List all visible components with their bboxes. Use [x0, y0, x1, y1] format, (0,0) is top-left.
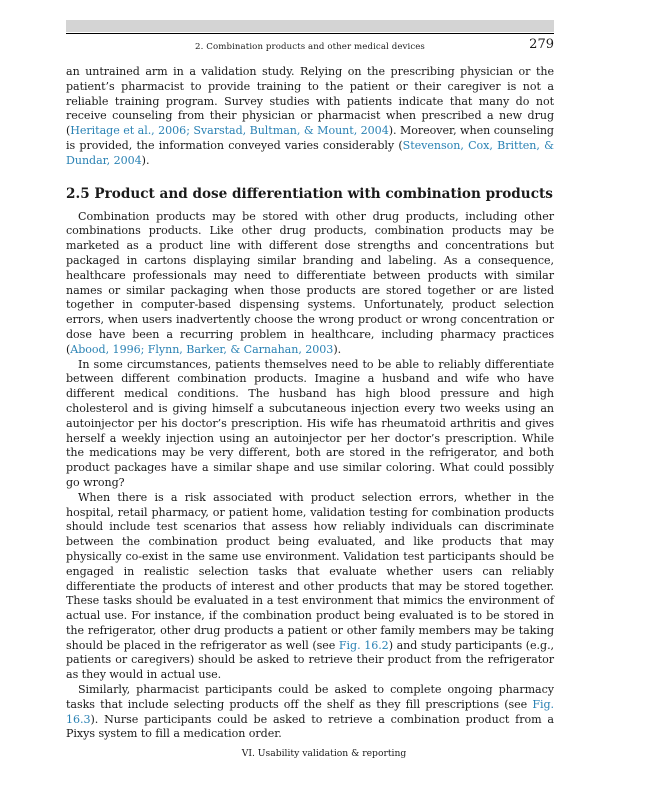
paragraph: When there is a risk associated with product selection errors, whether in the hospital, retail pharmacy, or patient home, validation testing for combination products should include test scenarios that assess how reliably individuals can discriminate between the combination product being evaluated, and like products that may physically co-exist in the same use environment. Validation test participants should be engaged in realistic selection tasks that evaluate whether users can reliably differentiate the products of interest and other products that may be stored together. These tasks should be evaluated in a test environment that mimics the environment of actual use. For instance, if the combination product being evaluated is to be stored in the refrigerator, other drug products a patient or other family members may be taking should be placed in the refrigerator as well (see Fig. 16.2) and study participants (e.g., patients or caregivers) should be asked to retrieve their product from the refrigerator as they would in actual use.: [66, 490, 555, 682]
citation-link[interactable]: Heritage et al., 2006; Svarstad, Bultman, & Mount, 2004: [70, 124, 389, 138]
paragraph: an untrained arm in a validation study. Relying on the prescribing physician or the patient’s pharmacist to provide training to the patient or their caregiver is not a reliable training program. Survey studies with patients indicate that many do not receive counseling from their physician or pharmacist when prescribed a new drug (Heritage et al., 2006; Svarstad, Bultman, & Mount, 2004). Moreover, when counseling is provided, the information conveyed varies considerably (Stevenson, Cox, Britten, & Dundar, 2004).: [66, 65, 554, 167]
paragraph: In some circumstances, patients themselves need to be able to reliably differentiate between different combination products. Imagine a husband and wife who have different medical conditions. The husband has high blood pressure and high cholesterol and is giving himself a subcutaneous injection every two weeks using an autoinjector per his doctor’s prescription. His wife has rheumatoid arthritis and gives herself a weekly injection using an autoinjector per her doctor’s prescription. While the medications may be very different, both are stored in the refrigerator, and both product packages have a similar shape and use similar coloring. What could possibly go wrong?: [66, 357, 554, 489]
running-title: 2. Combination products and other medical devices: [195, 42, 425, 52]
page-number: 279: [529, 37, 554, 52]
page-body: [66, 65, 554, 742]
section-heading: 2.5 Product and dose differentiation with combination products: [66, 185, 553, 202]
figure-link[interactable]: Fig. 16.2: [338, 638, 389, 652]
running-head: [66, 37, 554, 57]
citation-link[interactable]: Stevenson, Cox, Britten, & Dundar, 2004: [66, 138, 554, 167]
paragraph: Combination products may be stored with other drug products, including other combinations products. Like other drug products, combination products may be marketed as a product line with different dose strengths and concentrations but packaged in cartons displaying similar branding and labeling. As a consequence, healthcare professionals may need to differentiate between products with similar names or similar packaging when those products are stored together or are listed together in computer-based dispensing systems. Unfortunately, product selection errors, when users inadvertently choose the wrong product or wrong concentration or dose have been a recurring problem in healthcare, including pharmacy practices (Abood, 1996; Flynn, Barker, & Carnahan, 2003).: [66, 209, 554, 356]
figure-link[interactable]: Fig. 16.3: [66, 697, 554, 726]
citation-link[interactable]: Abood, 1996; Flynn, Barker, & Carnahan, 2003: [70, 342, 334, 356]
paragraph: Similarly, pharmacist participants could be asked to complete ongoing pharmacy tasks that include selecting products off the shelf as they fill prescriptions (see Fig. 16.3). Nurse participants could be asked to retrieve a combination product from a Pixys system to fill a medication order.: [66, 683, 554, 741]
page-footer: VI. Usability validation & reporting: [241, 748, 407, 759]
header-bar: [66, 20, 554, 32]
header-rule: [66, 33, 554, 34]
